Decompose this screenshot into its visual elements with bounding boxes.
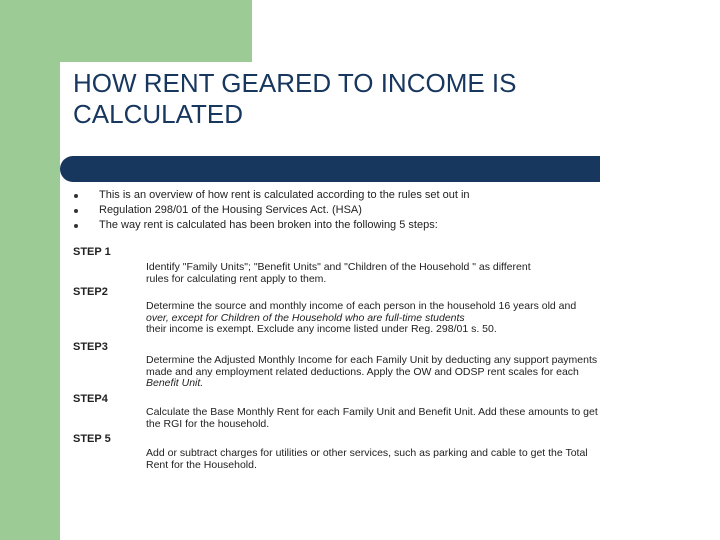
bullet-item: This is an overview of how rent is calculated according to the rules set out in <box>72 188 552 203</box>
bullet-dot-icon <box>74 209 78 213</box>
step-1-text: Identify "Family Units"; "Benefit Units" and "Children of the Household " as different rules for calculating rent apply to them. <box>146 261 531 285</box>
step-4-text: Calculate the Base Monthly Rent for each Family Unit and Benefit Unit. Add these amounts to get the RGI for the household. <box>146 406 598 430</box>
step-5-label: STEP 5 <box>73 433 111 445</box>
bullet-dot-icon <box>74 224 78 228</box>
step-3-label: STEP3 <box>73 341 108 353</box>
overview-bullets <box>72 188 552 233</box>
step-1-label: STEP 1 <box>73 246 111 258</box>
step-3-text: Determine the Adjusted Monthly Income for each Family Unit by deducting any support payments made and any employment related deductions. Apply the OW and ODSP rent scales for each Benefit Unit. <box>146 354 598 389</box>
side-accent-bar <box>0 0 60 540</box>
bullet-dot-icon <box>74 194 78 198</box>
bullet-item: The way rent is calculated has been broken into the following 5 steps: <box>72 218 552 233</box>
step-4-label: STEP4 <box>73 393 108 405</box>
step-5-text: Add or subtract charges for utilities or other services, such as parking and cable to get the Total Rent for the Household. <box>146 447 588 471</box>
page-title: HOW RENT GEARED TO INCOME IS CALCULATED <box>73 68 517 129</box>
title-rule <box>60 156 600 182</box>
bullet-item: Regulation 298/01 of the Housing Services Act. (HSA) <box>72 203 552 218</box>
step-2-label: STEP2 <box>73 286 108 298</box>
top-accent-block <box>0 0 252 62</box>
step-2-text: Determine the source and monthly income of each person in the household 16 years old and over, except for Children of the Household who are full-time students their income is exempt. Exclude any income listed under Reg. 298/01 s. 50. <box>146 300 577 335</box>
